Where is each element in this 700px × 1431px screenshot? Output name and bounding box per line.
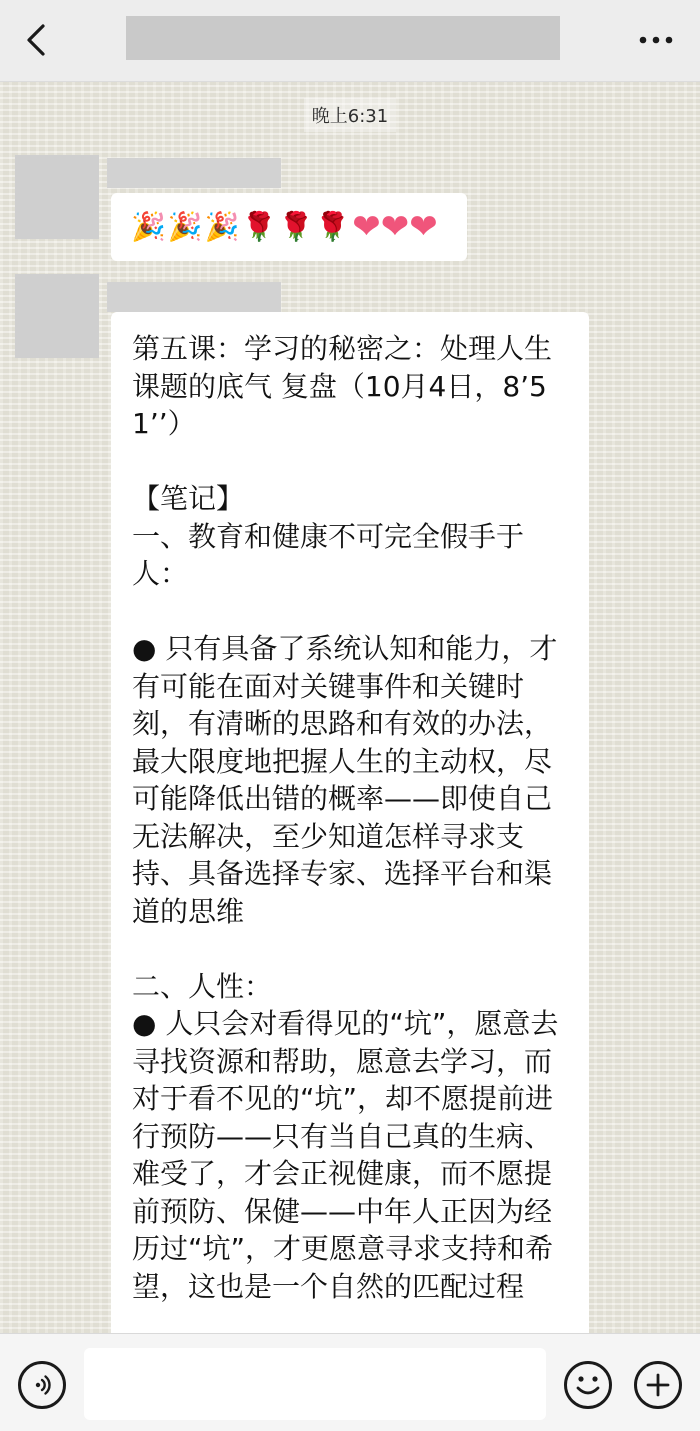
rose-emoji: 🌹 (315, 210, 351, 243)
notes-section-two: 二、人性： ● 人只会对看得见的“坑”，愿意去寻找资源和帮助，愿意去学习，而对于看不见的“坑”，却不愿提前进行预防——只有当自己真的生病、难受了，才会正视健康，而不愿提前预防、保健——中年人正因为经历过“坑”，才更愿意寻求支持和希望，这也是一个自然的匹配过程 (132, 969, 559, 1303)
voice-button[interactable] (18, 1361, 66, 1409)
bullet-paragraph: ● 只有具备了系统认知和能力，才有可能在面对关键事件和关键时刻，有清晰的思路和有效的办法，最大限度地把握人生的主动权，尽可能降低出错的概率——即使自己无法解决，至少知道怎样寻求支持、具备选择专家、选择平台和渠道的思维 (132, 632, 558, 928)
notes-section-one: 【笔记】 一、教育和健康不可完全假手于人： (132, 482, 525, 590)
blank-line (132, 443, 575, 481)
back-button[interactable] (14, 18, 58, 62)
voice-icon (29, 1372, 55, 1398)
heart-emoji: ❤ (380, 207, 410, 247)
chevron-left-icon (25, 23, 47, 57)
rose-emoji: 🌹 (241, 210, 277, 243)
message-input[interactable] (84, 1348, 546, 1420)
plus-button[interactable] (634, 1361, 682, 1409)
sender-name-redacted (107, 158, 281, 188)
emoji-button[interactable] (564, 1361, 612, 1409)
message-bubble[interactable] (111, 312, 589, 1342)
party-popper-emoji: 🎉 (131, 210, 166, 243)
message-timestamp (0, 98, 700, 132)
heart-emoji: ❤ (352, 207, 381, 247)
more-horizontal-icon (639, 36, 673, 44)
chat-header (0, 0, 700, 82)
smiley-icon (567, 1364, 609, 1406)
lesson-title: 第五课：学习的秘密之：处理人生课题的底气 复盘（10月4日，8’51’’） (132, 332, 553, 440)
rose-emoji: 🌹 (278, 210, 314, 243)
plus-icon (646, 1373, 670, 1397)
message-bubble[interactable] (111, 193, 467, 261)
sender-name-redacted (107, 282, 281, 312)
blank-line (132, 593, 575, 631)
heart-emoji: ❤ (409, 207, 438, 247)
more-button[interactable] (628, 18, 684, 62)
party-popper-emoji: 🎉 (167, 210, 203, 243)
chat-title-redacted (126, 16, 560, 60)
party-popper-emoji: 🎉 (204, 210, 240, 243)
avatar[interactable] (15, 155, 99, 239)
timestamp-label: 晚上6:31 (304, 98, 396, 132)
input-bar (0, 1333, 700, 1431)
avatar[interactable] (15, 274, 99, 358)
blank-line (132, 930, 575, 968)
